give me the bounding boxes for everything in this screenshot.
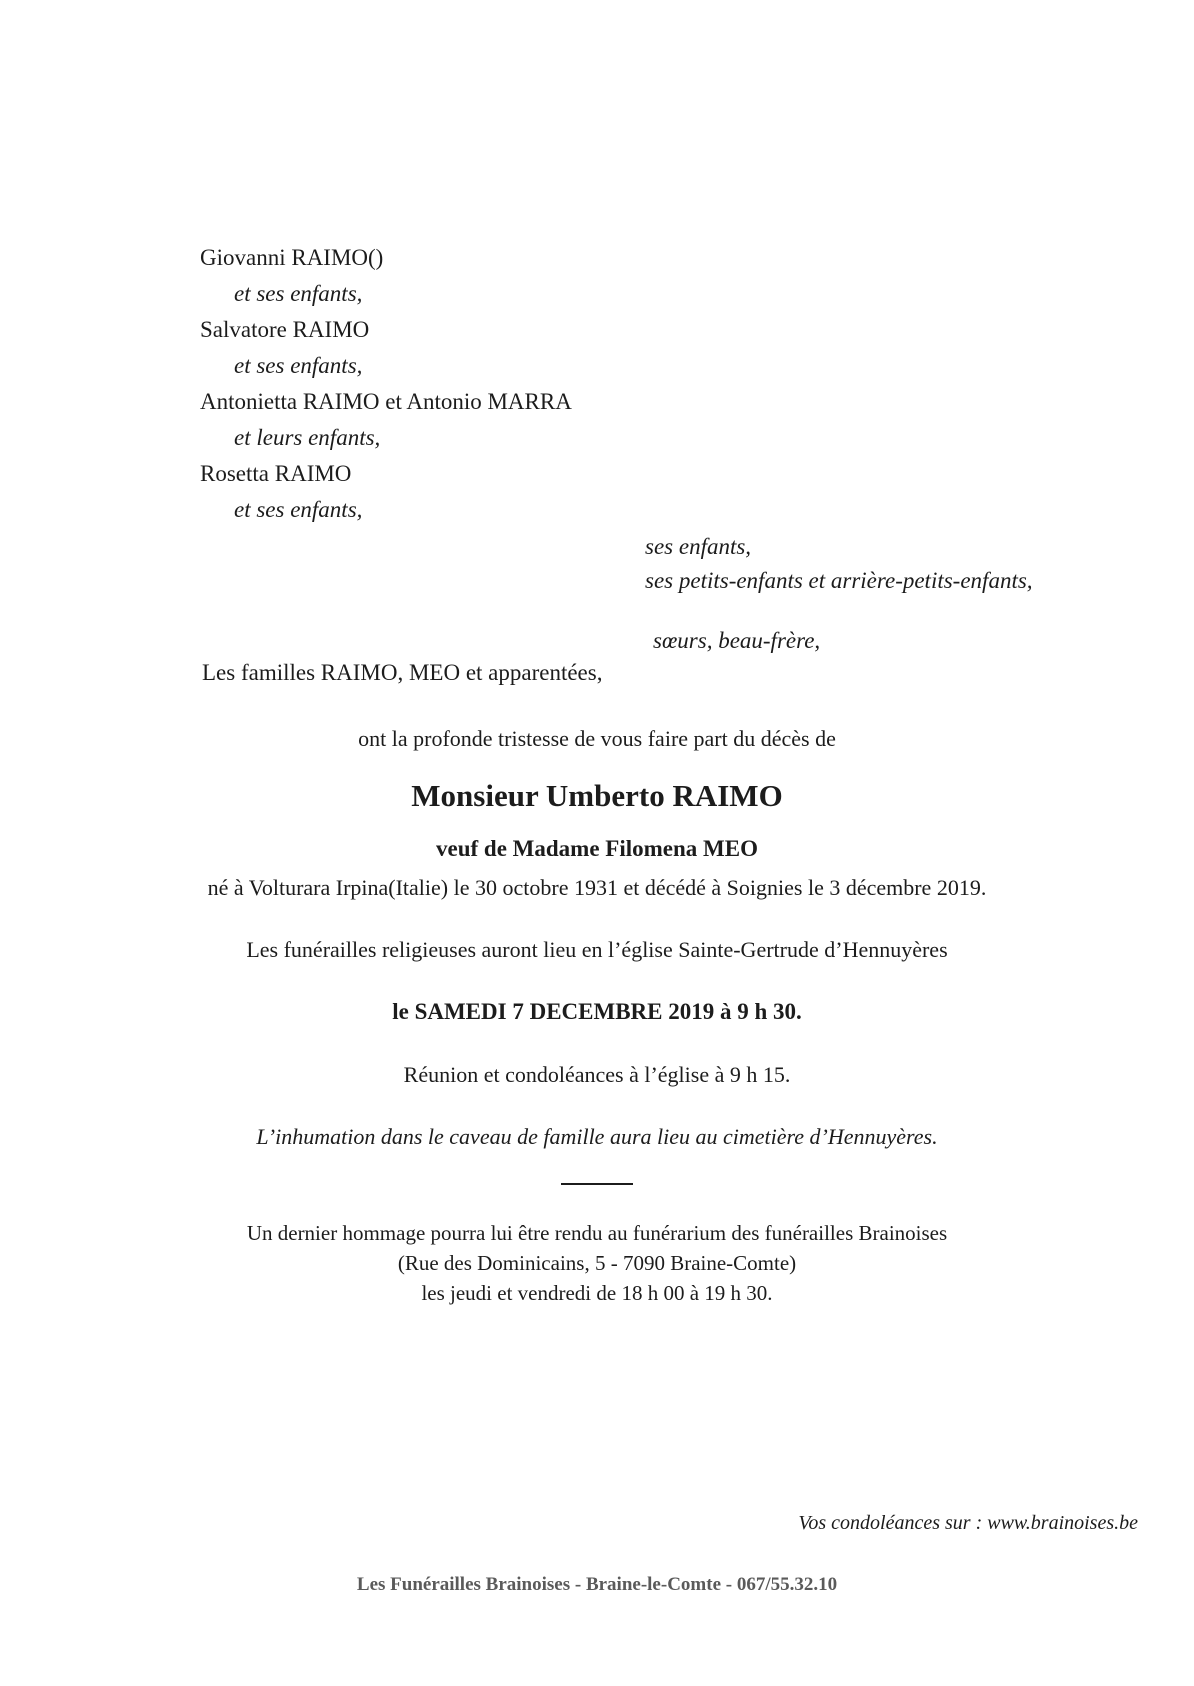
relatives-list [645,530,1033,658]
burial-line: L’inhumation dans le caveau de famille aura lieu au cimetière d’Hennuyères. [256,1124,938,1149]
deceased-relation: veuf de Madame Filomena MEO [436,836,758,861]
family-member-name: Salvatore RAIMO [200,317,370,342]
relatives-siblings-line: sœurs, beau-frère, [653,628,821,653]
relatives-children-line: ses enfants, [645,534,752,559]
family-member-name: Rosetta RAIMO [200,461,352,486]
tribute-line: Un dernier hommage pourra lui être rendu au funérarium des funérailles Brainoises [246,1221,948,1245]
families-line: Les familles RAIMO, MEO et apparentées, [202,660,603,685]
family-member-children: et ses enfants, [234,281,363,306]
ceremony-location-line: Les funérailles religieuses auront lieu en l’église Sainte-Gertrude d’Hennuyères [246,937,948,962]
family-member-children: et ses enfants, [234,497,363,522]
section-divider [561,1183,633,1185]
condolences-website-line: Vos condoléances sur : www.brainoises.be [798,1512,1138,1534]
family-names-list [200,240,572,528]
ceremony-gathering-line: Réunion et condoléances à l’église à 9 h 15. [403,1062,791,1087]
family-member-name: Antonietta RAIMO et Antonio MARRA [200,389,572,414]
funeral-home-footer: Les Funérailles Brainoises - Braine-le-Comte - 067/55.32.10 [356,1574,838,1595]
ceremony-datetime-line: le SAMEDI 7 DECEMBRE 2019 à 9 h 30. [392,999,802,1024]
deceased-name: Monsieur Umberto RAIMO [411,778,783,813]
relatives-grandchildren-line: ses petits-enfants et arrière-petits-enfants, [645,568,1033,593]
family-member-children: et leurs enfants, [234,425,381,450]
tribute-address-line: (Rue des Dominicains, 5 - 7090 Braine-Comte) [397,1251,797,1275]
family-member-name: Giovanni RAIMO() [200,245,384,270]
tribute-hours-line: les jeudi et vendredi de 18 h 00 à 19 h 30. [421,1281,773,1305]
deceased-birth-death-line: né à Volturara Irpina(Italie) le 30 octobre 1931 et décédé à Soignies le 3 décembre 2019. [207,875,987,900]
tribute-block [0,1218,1194,1308]
announcement-line: ont la profonde tristesse de vous faire part du décès de [358,726,836,751]
family-member-children: et ses enfants, [234,353,363,378]
